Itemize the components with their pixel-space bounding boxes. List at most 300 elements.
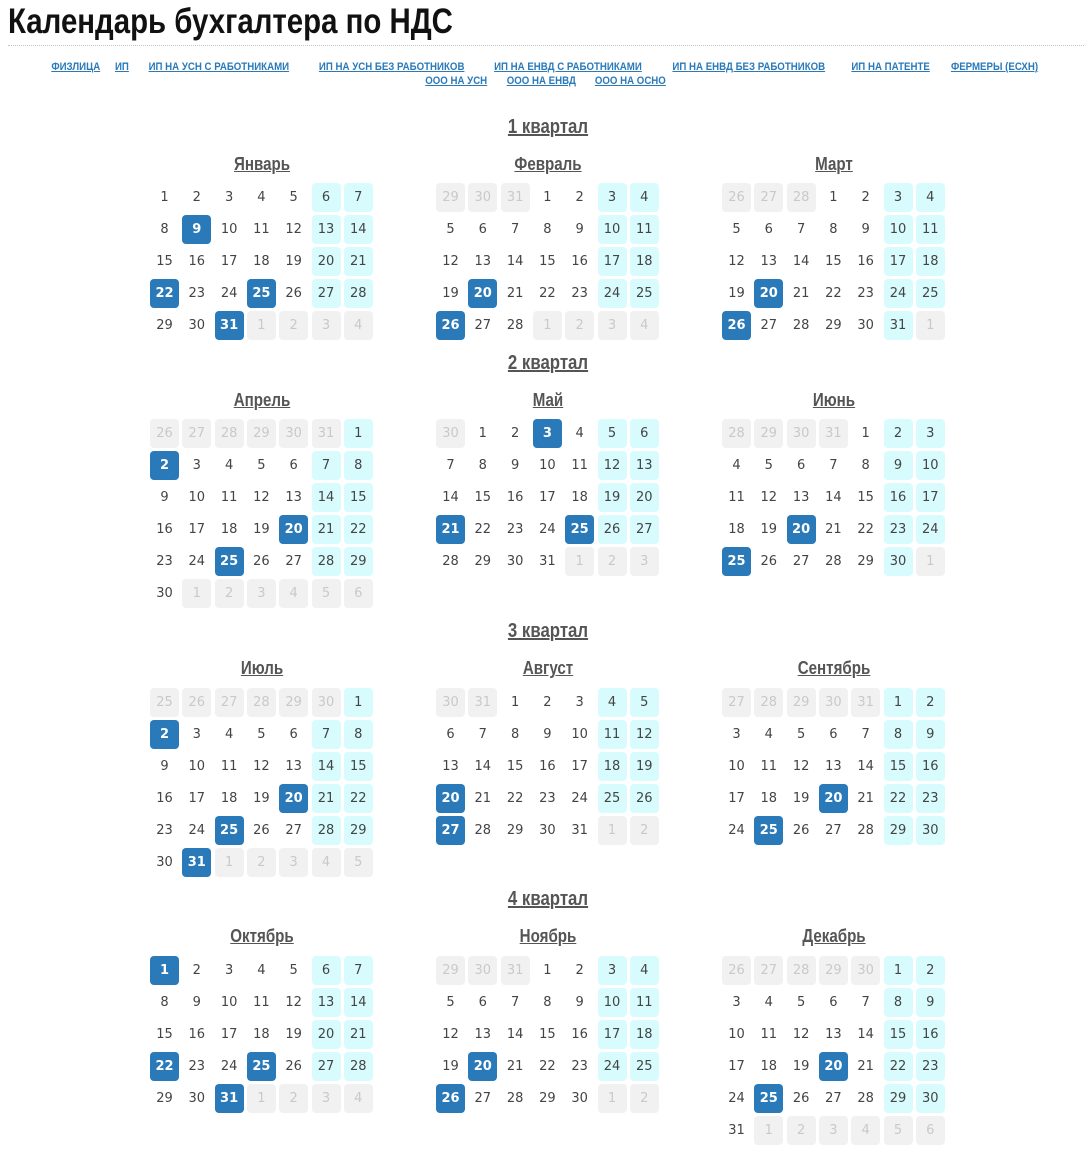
page-title: Календарь бухгалтера по НДС (8, 2, 453, 41)
adjacent-month-day: 26 (722, 956, 751, 985)
day-cell: 30 (156, 586, 173, 601)
day-cell: 29 (156, 1091, 173, 1106)
weekend-day: 8 (344, 451, 373, 480)
day-cell: 14 (857, 1027, 874, 1042)
weekend-day: 14 (344, 215, 373, 244)
nav-link[interactable]: ИП НА УСН БЕЗ РАБОТНИКОВ (318, 61, 465, 73)
quarter-title: 3 квартал (507, 620, 589, 642)
day-cell: 22 (474, 522, 492, 537)
day-cell: 23 (506, 522, 524, 537)
day-cell: 23 (571, 1059, 588, 1074)
day-cell: 15 (156, 1027, 173, 1042)
deadline-day: 25 (215, 547, 244, 576)
day-cell: 17 (188, 522, 206, 537)
month-name: Сентябрь (797, 658, 871, 678)
weekend-day: 5 (598, 419, 627, 448)
nav-link[interactable]: ИП НА ПАТЕНТЕ (851, 61, 930, 73)
weekend-day: 18 (630, 247, 659, 276)
day-cell: 26 (285, 286, 302, 301)
deadline-day: 31 (215, 1084, 244, 1113)
day-cell: 18 (760, 1059, 778, 1074)
weekend-day: 15 (344, 483, 373, 512)
day-cell: 22 (857, 522, 874, 537)
weekend-day: 17 (884, 247, 913, 276)
weekend-day: 21 (344, 1020, 373, 1049)
day-cell: 18 (728, 522, 745, 537)
weekend-day: 23 (884, 515, 913, 544)
deadline-day: 9 (182, 215, 211, 244)
day-cell: 28 (825, 554, 842, 569)
day-cell: 26 (253, 823, 270, 838)
day-cell: 24 (188, 554, 206, 569)
day-cell: 3 (192, 458, 201, 473)
deadline-day: 21 (436, 515, 465, 544)
weekend-day: 30 (916, 1084, 945, 1113)
weekend-day: 4 (598, 688, 627, 717)
weekend-day: 14 (312, 752, 341, 781)
day-cell: 16 (188, 254, 206, 269)
adjacent-month-day: 30 (468, 183, 497, 212)
day-cell: 21 (825, 522, 842, 537)
title-divider (8, 45, 1084, 46)
nav-link[interactable]: ООО НА ОСНО (594, 75, 666, 87)
deadline-day: 20 (468, 1052, 497, 1081)
month-name: Июнь (812, 390, 856, 410)
day-cell: 6 (478, 222, 487, 237)
day-cell: 22 (539, 286, 556, 301)
weekend-day: 22 (344, 784, 373, 813)
day-cell: 28 (857, 1091, 874, 1106)
day-cell: 31 (571, 823, 588, 838)
adjacent-month-day: 30 (787, 419, 816, 448)
day-cell: 13 (285, 759, 302, 774)
adjacent-month-day: 30 (312, 688, 341, 717)
weekend-day: 25 (916, 279, 945, 308)
nav-link[interactable]: ИП НА ЕНВД С РАБОТНИКАМИ (494, 61, 643, 73)
day-cell: 16 (156, 522, 173, 537)
day-cell: 2 (192, 963, 201, 978)
weekend-day: 11 (598, 720, 627, 749)
day-cell: 29 (156, 318, 173, 333)
adjacent-month-day: 1 (533, 311, 562, 340)
day-cell: 8 (543, 222, 552, 237)
day-cell: 7 (510, 222, 520, 237)
day-cell: 14 (825, 490, 842, 505)
day-cell: 23 (156, 823, 173, 838)
adjacent-month-day: 4 (279, 579, 308, 608)
day-cell: 30 (506, 554, 524, 569)
day-cell: 24 (571, 791, 588, 806)
deadline-day: 25 (565, 515, 594, 544)
deadline-day: 25 (722, 547, 751, 576)
adjacent-month-day: 30 (468, 956, 497, 985)
adjacent-month-day: 25 (150, 688, 179, 717)
weekend-day: 15 (884, 1020, 913, 1049)
adjacent-month-day: 27 (754, 956, 783, 985)
adjacent-month-day: 29 (436, 183, 465, 212)
adjacent-month-day: 2 (279, 1084, 308, 1113)
day-cell: 21 (857, 791, 874, 806)
day-cell: 19 (442, 286, 459, 301)
day-cell: 9 (575, 995, 584, 1010)
day-cell: 10 (188, 759, 206, 774)
day-cell: 26 (285, 1059, 302, 1074)
day-cell: 30 (188, 1091, 206, 1106)
weekend-day: 12 (630, 720, 659, 749)
weekend-day: 21 (312, 515, 341, 544)
day-cell: 1 (543, 190, 552, 205)
day-cell: 12 (253, 490, 270, 505)
day-cell: 2 (510, 426, 520, 441)
day-cell: 14 (857, 759, 874, 774)
deadline-day: 25 (754, 816, 783, 845)
weekend-day: 4 (630, 956, 659, 985)
weekend-day: 22 (884, 1052, 913, 1081)
day-cell: 27 (760, 318, 778, 333)
weekend-day: 25 (598, 784, 627, 813)
weekend-day: 13 (630, 451, 659, 480)
adjacent-month-day: 28 (787, 956, 816, 985)
weekend-day: 15 (884, 752, 913, 781)
adjacent-month-day: 27 (722, 688, 751, 717)
weekend-day: 1 (884, 688, 913, 717)
weekend-day: 15 (344, 752, 373, 781)
weekend-day: 24 (598, 279, 627, 308)
adjacent-month-day: 6 (344, 579, 373, 608)
day-cell: 6 (478, 995, 487, 1010)
deadline-day: 20 (468, 279, 497, 308)
day-cell: 15 (474, 490, 492, 505)
adjacent-month-day: 30 (279, 419, 308, 448)
day-cell: 21 (506, 1059, 524, 1074)
adjacent-month-day: 1 (215, 848, 244, 877)
deadline-day: 26 (436, 1084, 465, 1113)
day-cell: 24 (539, 522, 556, 537)
weekend-day: 26 (598, 515, 627, 544)
day-cell: 6 (289, 727, 298, 742)
day-cell: 8 (160, 995, 169, 1010)
weekend-day: 28 (312, 816, 341, 845)
month-name: Октябрь (230, 926, 294, 946)
adjacent-month-day: 29 (754, 419, 783, 448)
day-cell: 18 (760, 791, 778, 806)
day-cell: 5 (257, 727, 266, 742)
weekend-day: 2 (916, 956, 945, 985)
day-cell: 12 (760, 490, 778, 505)
day-cell: 23 (188, 286, 206, 301)
weekend-day: 13 (312, 988, 341, 1017)
adjacent-month-day: 4 (344, 311, 373, 340)
adjacent-month-day: 2 (247, 848, 276, 877)
day-cell: 5 (289, 963, 298, 978)
adjacent-month-day: 1 (754, 1116, 783, 1145)
day-cell: 11 (760, 1027, 778, 1042)
day-cell: 24 (188, 823, 206, 838)
day-cell: 7 (861, 995, 870, 1010)
adjacent-month-day: 29 (787, 688, 816, 717)
weekend-day: 3 (598, 183, 627, 212)
day-cell: 14 (506, 1027, 524, 1042)
nav-link[interactable]: ООО НА УСН (425, 75, 488, 87)
weekend-day: 9 (916, 988, 945, 1017)
weekend-day: 3 (884, 183, 913, 212)
weekend-day: 8 (884, 988, 913, 1017)
day-cell: 10 (220, 995, 238, 1010)
adjacent-month-day: 27 (215, 688, 244, 717)
day-cell: 24 (728, 1091, 745, 1106)
day-cell: 8 (478, 458, 487, 473)
day-cell: 13 (760, 254, 778, 269)
day-cell: 30 (571, 1091, 588, 1106)
day-cell: 1 (829, 190, 838, 205)
weekend-day: 7 (312, 451, 341, 480)
day-cell: 1 (861, 426, 870, 441)
day-cell: 26 (253, 554, 270, 569)
day-cell: 28 (474, 823, 492, 838)
weekend-day: 10 (598, 215, 627, 244)
weekend-day: 28 (344, 279, 373, 308)
day-cell: 13 (825, 1027, 842, 1042)
day-cell: 28 (442, 554, 459, 569)
day-cell: 30 (857, 318, 874, 333)
day-cell: 24 (728, 823, 745, 838)
day-cell: 11 (760, 759, 778, 774)
day-cell: 19 (253, 522, 270, 537)
month-name: Ноябрь (519, 926, 577, 946)
deadline-day: 2 (150, 451, 179, 480)
weekend-day: 7 (312, 720, 341, 749)
weekend-day: 23 (916, 784, 945, 813)
weekend-day: 11 (630, 215, 659, 244)
day-cell: 7 (478, 727, 487, 742)
weekend-day: 1 (344, 688, 373, 717)
day-cell: 12 (442, 1027, 459, 1042)
nav-link[interactable]: ФИЗЛИЦА (51, 61, 101, 73)
deadline-day: 20 (436, 784, 465, 813)
nav-link[interactable]: ИП НА УСН С РАБОТНИКАМИ (148, 61, 290, 73)
day-cell: 15 (539, 254, 556, 269)
day-cell: 5 (732, 222, 741, 237)
weekend-day: 5 (630, 688, 659, 717)
day-cell: 29 (506, 823, 524, 838)
day-cell: 6 (829, 995, 838, 1010)
adjacent-month-day: 3 (279, 848, 308, 877)
nav-link[interactable]: ООО НА ЕНВД (506, 75, 576, 87)
deadline-day: 3 (533, 419, 562, 448)
day-cell: 22 (539, 1059, 556, 1074)
weekend-day: 6 (312, 956, 341, 985)
day-cell: 23 (188, 1059, 206, 1074)
day-cell: 19 (792, 1059, 810, 1074)
adjacent-month-day: 3 (247, 579, 276, 608)
adjacent-month-day: 6 (916, 1116, 945, 1145)
adjacent-month-day: 28 (215, 419, 244, 448)
day-cell: 26 (792, 1091, 810, 1106)
weekend-day: 4 (630, 183, 659, 212)
day-cell: 4 (224, 727, 234, 742)
day-cell: 15 (857, 490, 874, 505)
day-cell: 18 (571, 490, 588, 505)
weekend-day: 19 (630, 752, 659, 781)
weekend-day: 14 (312, 483, 341, 512)
day-cell: 11 (253, 222, 270, 237)
adjacent-month-day: 29 (279, 688, 308, 717)
day-cell: 9 (543, 727, 552, 742)
day-cell: 27 (825, 1091, 842, 1106)
day-cell: 8 (510, 727, 520, 742)
adjacent-month-day: 26 (182, 688, 211, 717)
weekend-day: 8 (884, 720, 913, 749)
day-cell: 21 (792, 286, 810, 301)
day-cell: 31 (539, 554, 556, 569)
weekend-day: 9 (884, 451, 913, 480)
adjacent-month-day: 30 (851, 956, 880, 985)
day-cell: 10 (571, 727, 588, 742)
weekend-day: 25 (630, 279, 659, 308)
weekend-day: 7 (344, 183, 373, 212)
adjacent-month-day: 30 (436, 688, 465, 717)
weekend-day: 16 (916, 752, 945, 781)
weekend-day: 18 (916, 247, 945, 276)
weekend-day: 3 (598, 956, 627, 985)
day-cell: 16 (539, 759, 556, 774)
adjacent-month-day: 27 (754, 183, 783, 212)
day-cell: 5 (446, 995, 455, 1010)
day-cell: 6 (764, 222, 773, 237)
day-cell: 19 (792, 791, 810, 806)
adjacent-month-day: 5 (884, 1116, 913, 1145)
day-cell: 14 (474, 759, 492, 774)
day-cell: 1 (510, 695, 520, 710)
weekend-day: 29 (884, 816, 913, 845)
weekend-day: 20 (630, 483, 659, 512)
deadline-day: 1 (150, 956, 179, 985)
day-cell: 19 (760, 522, 778, 537)
day-cell: 11 (571, 458, 588, 473)
nav-link[interactable]: ИП НА ЕНВД БЕЗ РАБОТНИКОВ (672, 61, 826, 73)
adjacent-month-day: 4 (344, 1084, 373, 1113)
day-cell: 1 (478, 426, 487, 441)
day-cell: 16 (156, 791, 173, 806)
day-cell: 13 (442, 759, 459, 774)
day-cell: 5 (796, 995, 806, 1010)
weekend-day: 18 (630, 1020, 659, 1049)
day-cell: 31 (728, 1123, 745, 1138)
day-cell: 12 (792, 1027, 810, 1042)
weekend-day: 7 (344, 956, 373, 985)
adjacent-month-day: 2 (279, 311, 308, 340)
day-cell: 3 (224, 963, 234, 978)
day-cell: 9 (160, 759, 169, 774)
weekend-day: 6 (312, 183, 341, 212)
day-cell: 4 (257, 963, 266, 978)
weekend-day: 17 (598, 1020, 627, 1049)
day-cell: 11 (253, 995, 270, 1010)
day-cell: 28 (506, 1091, 524, 1106)
deadline-day: 31 (182, 848, 211, 877)
day-cell: 17 (539, 490, 556, 505)
day-cell: 12 (792, 759, 810, 774)
deadline-day: 27 (436, 816, 465, 845)
adjacent-month-day: 3 (312, 1084, 341, 1113)
day-cell: 14 (442, 490, 459, 505)
day-cell: 5 (289, 190, 298, 205)
day-cell: 2 (543, 695, 552, 710)
adjacent-month-day: 30 (436, 419, 465, 448)
day-cell: 26 (760, 554, 778, 569)
quarter-title: 1 квартал (507, 116, 589, 138)
day-cell: 7 (510, 995, 520, 1010)
month-name: Август (522, 658, 574, 678)
nav-link[interactable]: ФЕРМЕРЫ (ЕСХН) (950, 61, 1039, 73)
day-cell: 5 (796, 727, 806, 742)
adjacent-month-day: 2 (630, 1084, 659, 1113)
weekend-day: 31 (884, 311, 913, 340)
weekend-day: 29 (344, 816, 373, 845)
adjacent-month-day: 1 (598, 1084, 627, 1113)
day-cell: 18 (220, 522, 238, 537)
day-cell: 21 (857, 1059, 874, 1074)
day-cell: 15 (539, 1027, 556, 1042)
day-cell: 7 (446, 458, 455, 473)
adjacent-month-day: 5 (312, 579, 341, 608)
day-cell: 16 (188, 1027, 206, 1042)
day-cell: 3 (732, 727, 741, 742)
adjacent-month-day: 5 (344, 848, 373, 877)
month-name: Январь (233, 154, 291, 174)
day-cell: 9 (192, 995, 201, 1010)
day-cell: 13 (792, 490, 810, 505)
day-cell: 5 (257, 458, 266, 473)
weekend-day: 16 (884, 483, 913, 512)
deadline-day: 26 (436, 311, 465, 340)
day-cell: 27 (285, 823, 302, 838)
weekend-day: 23 (916, 1052, 945, 1081)
weekend-day: 20 (312, 247, 341, 276)
adjacent-month-day: 30 (819, 688, 848, 717)
day-cell: 4 (732, 458, 741, 473)
day-cell: 10 (728, 759, 745, 774)
weekend-day: 26 (630, 784, 659, 813)
weekend-day: 20 (312, 1020, 341, 1049)
deadline-day: 25 (215, 816, 244, 845)
day-cell: 8 (543, 995, 552, 1010)
weekend-day: 21 (312, 784, 341, 813)
day-cell: 3 (732, 995, 741, 1010)
day-cell: 30 (188, 318, 206, 333)
deadline-day: 20 (819, 784, 848, 813)
day-cell: 21 (506, 286, 524, 301)
day-cell: 23 (857, 286, 874, 301)
deadline-day: 25 (754, 1084, 783, 1113)
weekend-day: 28 (344, 1052, 373, 1081)
day-cell: 19 (442, 1059, 459, 1074)
nav-link[interactable]: ИП (114, 61, 129, 73)
weekend-day: 3 (916, 419, 945, 448)
day-cell: 6 (289, 458, 298, 473)
day-cell: 14 (792, 254, 810, 269)
day-cell: 11 (220, 490, 238, 505)
day-cell: 6 (796, 458, 806, 473)
deadline-day: 31 (215, 311, 244, 340)
weekend-day: 11 (916, 215, 945, 244)
day-cell: 9 (861, 222, 870, 237)
deadline-day: 20 (819, 1052, 848, 1081)
weekend-day: 10 (884, 215, 913, 244)
day-cell: 2 (575, 190, 584, 205)
day-cell: 3 (192, 727, 201, 742)
day-cell: 15 (156, 254, 173, 269)
